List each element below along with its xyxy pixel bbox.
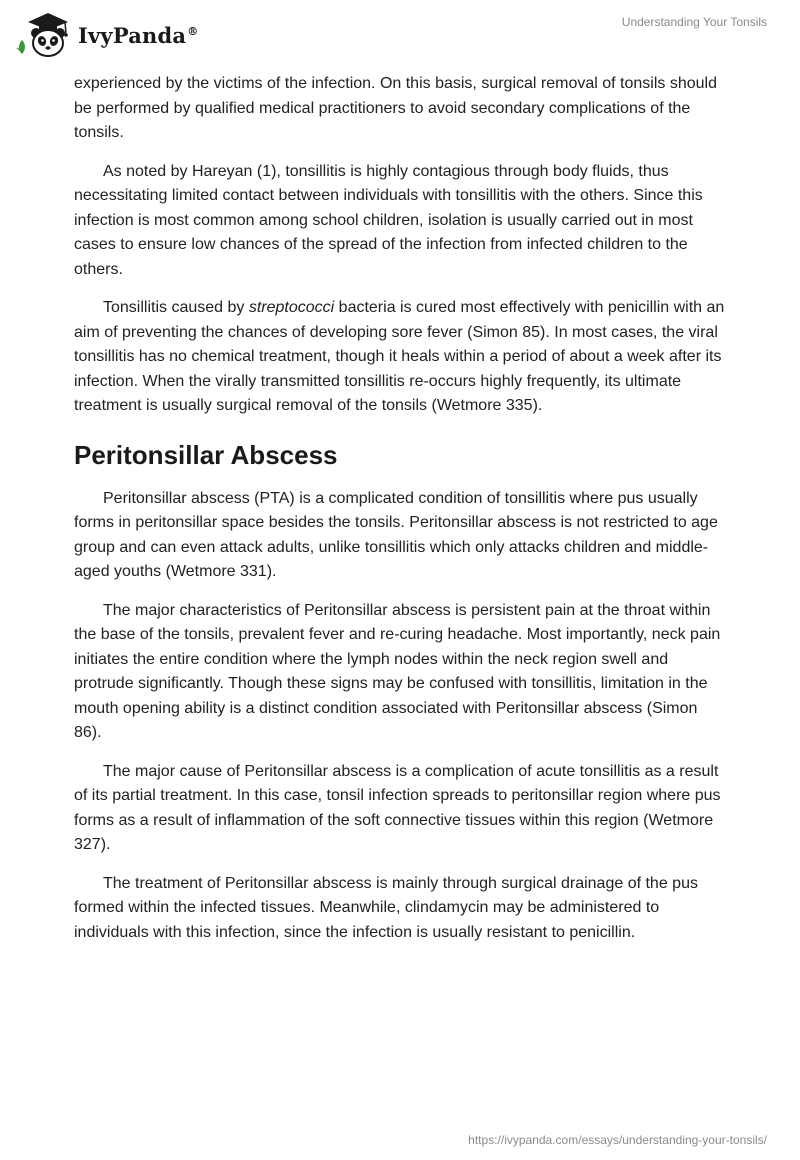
paragraph-3-start: Tonsillitis caused by bbox=[103, 299, 249, 316]
paragraph-5: The major characteristics of Peritonsillar abscess is persistent pain at the throat within the base of the tonsils, prevalent fever and re-curing headache. Most importantly, neck pain initiates the entire condition where the lymph nodes within the neck region swell and protrude significantly. Though these signs may be confused with tonsillitis, limitation in the mouth opening ability is a distinct condition associated with Peritonsillar abscess (Simon 86). bbox=[74, 601, 721, 741]
logo-wordmark bbox=[78, 23, 198, 48]
panda-graduate-icon bbox=[14, 8, 72, 60]
paragraph-3-end: bacteria is cured most effectively with penicillin with an aim of preventing the chances of developing sore fever (Simon 85). In most cases, the viral tonsillitis has no chemical treatment, though it heals within a period of about a week after its infection. When the virally transmitted tonsillitis re-occurs highly frequently, its ultimate treatment is usually surgical removal of the tonsils (Wetmore 335). bbox=[74, 299, 725, 414]
paragraph-3 bbox=[74, 296, 726, 419]
source-url[interactable]: https://ivypanda.com/essays/understanding-your-tonsils/ bbox=[468, 1133, 767, 1147]
page-header bbox=[0, 0, 800, 70]
ivypanda-logo[interactable] bbox=[14, 8, 198, 60]
paragraph-2: As noted by Hareyan (1), tonsillitis is highly contagious through body fluids, thus necessitating limited contact between individuals with tonsillitis with the others. Since this infection is most common among school children, isolation is usually carried out in most cases to ensure low chances of the spread of the infection from infected children to the others. bbox=[74, 162, 703, 278]
essay-body bbox=[74, 72, 726, 959]
registered-mark: ® bbox=[187, 24, 199, 38]
logo-text: IvyPanda bbox=[78, 22, 187, 48]
paragraph-1: experienced by the victims of the infection. On this basis, surgical removal of tonsils should be performed by qualified medical practitioners to avoid secondary complications of the tonsils. bbox=[74, 75, 717, 141]
section-heading: Peritonsillar Abscess bbox=[74, 439, 338, 470]
paragraph-6: The major cause of Peritonsillar abscess is a complication of acute tonsillitis as a result of its partial treatment. In this case, tonsil infection spreads to peritonsillar region where pus forms as a result of inflammation of the soft connective tissues within this region (Wetmore 327). bbox=[74, 762, 721, 853]
emphasis-streptococci: streptococci bbox=[248, 299, 335, 316]
paragraph-4: Peritonsillar abscess (PTA) is a complicated condition of tonsillitis where pus usually forms in peritonsillar space besides the tonsils. Peritonsillar abscess is not restricted to age group and can even attack adults, unlike tonsillitis which only attacks children and middle-aged youths (Wetmore 331). bbox=[74, 489, 718, 580]
paragraph-7: The treatment of Peritonsillar abscess is mainly through surgical drainage of the pus formed within the infected tissues. Meanwhile, clindamycin may be administered to individuals with this infection, since the infection is usually resistant to penicillin. bbox=[74, 874, 698, 941]
running-title: Understanding Your Tonsils bbox=[621, 15, 767, 29]
